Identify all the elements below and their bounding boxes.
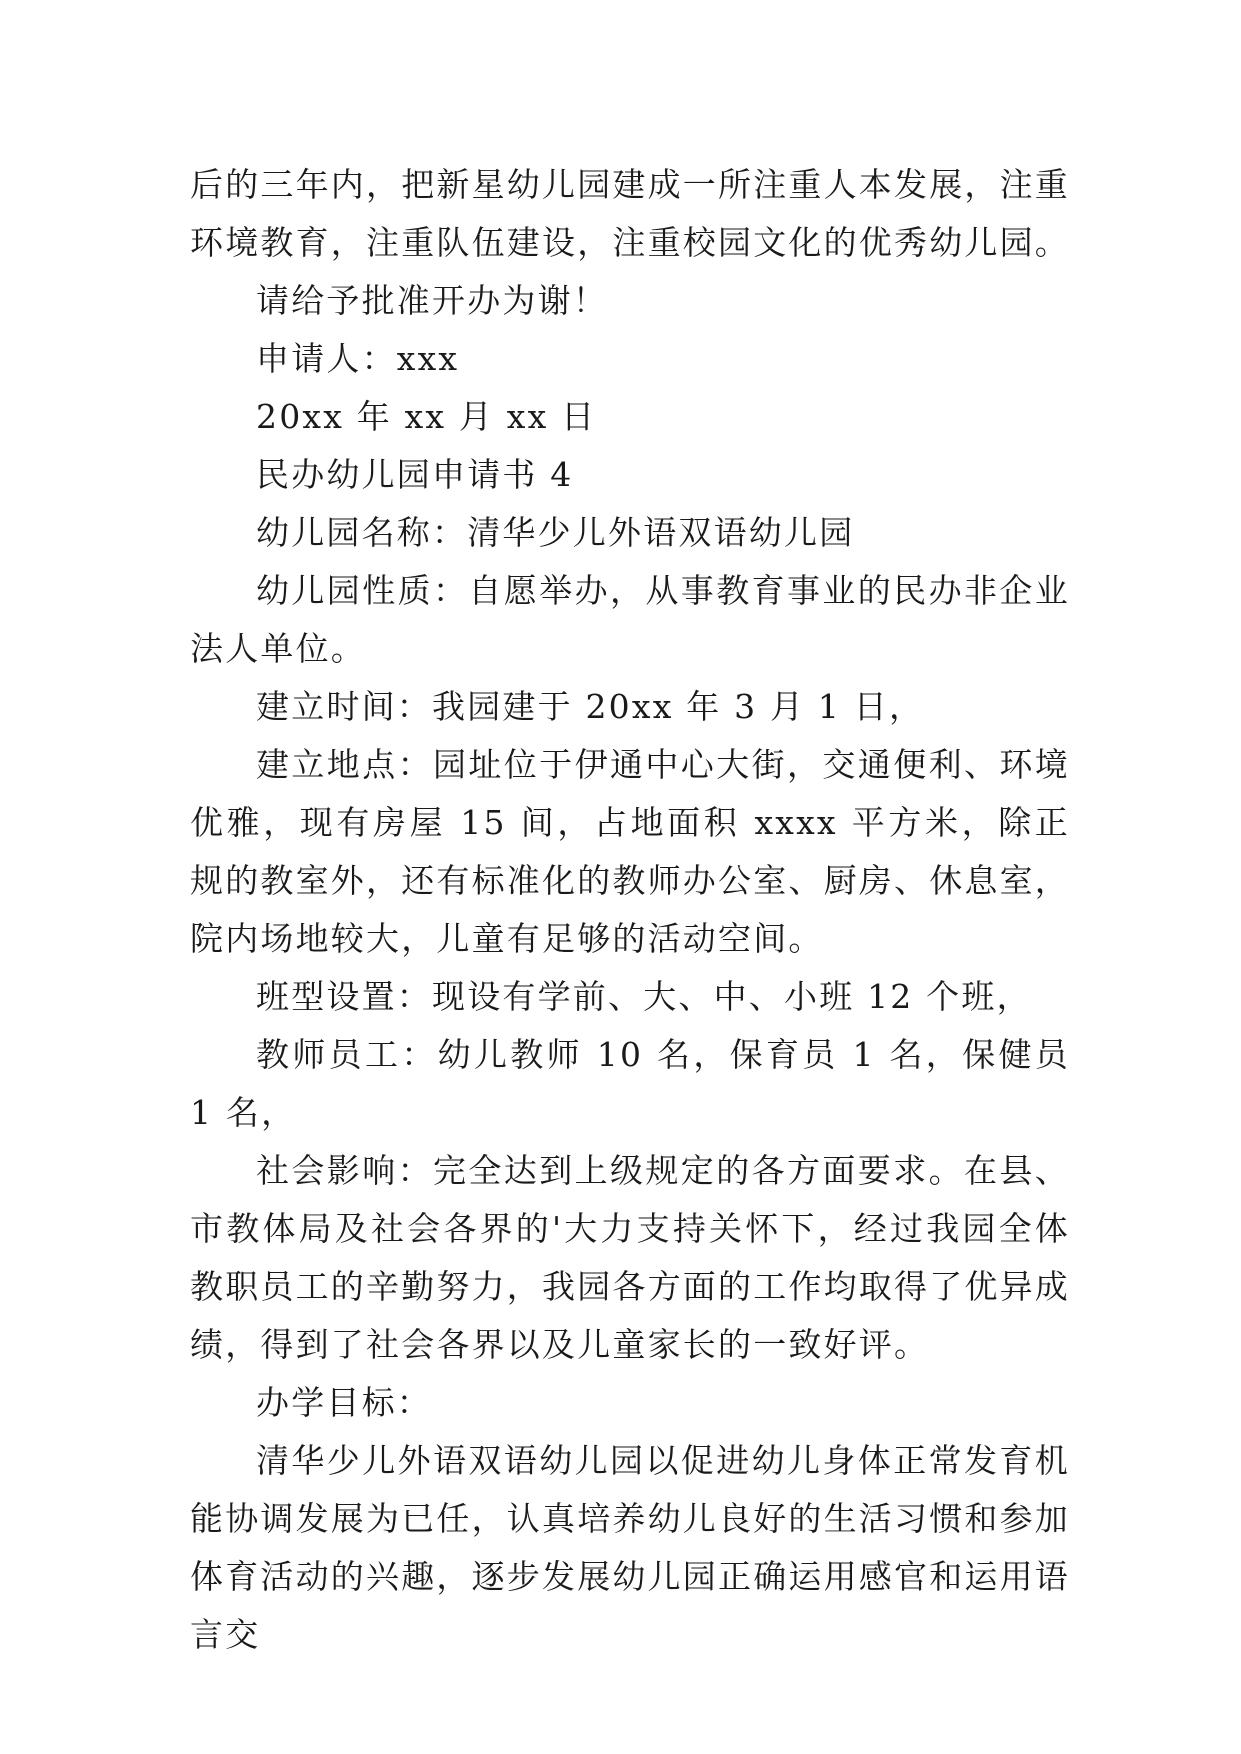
paragraph-goals: 清华少儿外语双语幼儿园以促进幼儿身体正常发育机能协调发展为已任，认真培养幼儿良好的生活习惯和参加体育活动的兴趣，逐步发展幼儿园正确运用感官和运用语言交 (190, 1441, 1070, 1654)
paragraph-kindergarten-nature: 幼儿园性质：自愿举办，从事教育事业的民办非企业法人单位。 (190, 571, 1070, 668)
paragraph-goals-heading: 办学目标： (256, 1383, 432, 1422)
paragraph-class-setup: 班型设置：现设有学前、大、中、小班 12 个班， (256, 977, 1032, 1016)
section-heading: 民办幼儿园申请书 4 (256, 455, 574, 494)
paragraph-continuation: 后的三年内，把新星幼儿园建成一所注重人本发展，注重环境教育，注重队伍建设，注重校园文化的优秀幼儿园。 (190, 165, 1070, 262)
paragraph-kindergarten-name: 幼儿园名称：清华少儿外语双语幼儿园 (256, 513, 855, 552)
paragraph-founding-time: 建立时间：我园建于 20xx 年 3 月 1 日， (256, 687, 925, 726)
paragraph-staff: 教师员工：幼儿教师 10 名，保育员 1 名，保健员 1 名， (190, 1035, 1070, 1132)
paragraph-date: 20xx 年 xx 月 xx 日 (256, 397, 597, 436)
paragraph-location: 建立地点：园址位于伊通中心大街，交通便利、环境优雅，现有房屋 15 间，占地面积 xxxx 平方米，除正规的教室外，还有标准化的教师办公室、厨房、休息室，院内场地较大，儿童有足够的活动空间。 (190, 745, 1070, 958)
document-body (190, 156, 1070, 1664)
paragraph-social-impact: 社会影响：完全达到上级规定的各方面要求。在县、市教体局及社会各界的'大力支持关怀下，经过我园全体教职员工的辛勤努力，我园各方面的工作均取得了优异成绩，得到了社会各界以及儿童家长的一致好评。 (190, 1151, 1070, 1364)
paragraph-approval-request: 请给予批准开办为谢！ (256, 281, 608, 320)
paragraph-applicant: 申请人：xxx (256, 339, 460, 378)
